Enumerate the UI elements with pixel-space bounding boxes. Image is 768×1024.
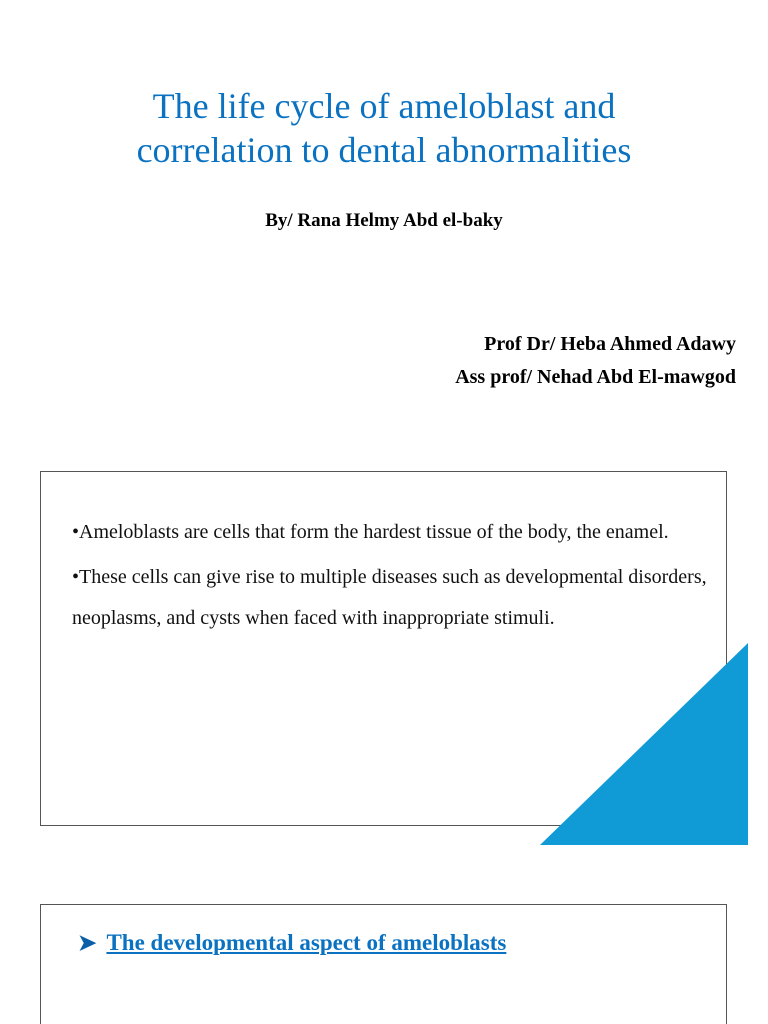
bullet-item: •Ameloblasts are cells that form the hardest tissue of the body, the enamel. [72,521,669,543]
supervisors [455,328,736,394]
section-heading-label: The developmental aspect of ameloblasts [106,930,507,955]
title-line-2: correlation to dental abnormalities [136,130,632,170]
section-slide-frame [40,904,727,1024]
section-heading [78,930,506,956]
intro-bullets [72,512,712,643]
supervisor-2: Ass prof/ Nehad Abd El-mawgod [455,366,736,388]
page-title [0,84,768,172]
supervisor-1: Prof Dr/ Heba Ahmed Adawy [484,333,736,355]
bullet-item: •These cells can give rise to multiple diseases such as developmental disorders, neoplasms, and cysts when faced with inappropriate stimuli. [72,566,707,629]
author-line: By/ Rana Helmy Abd el-baky [265,210,503,231]
arrow-bullet-icon: ➤ [78,930,97,955]
title-line-1: The life cycle of ameloblast and [152,86,616,126]
